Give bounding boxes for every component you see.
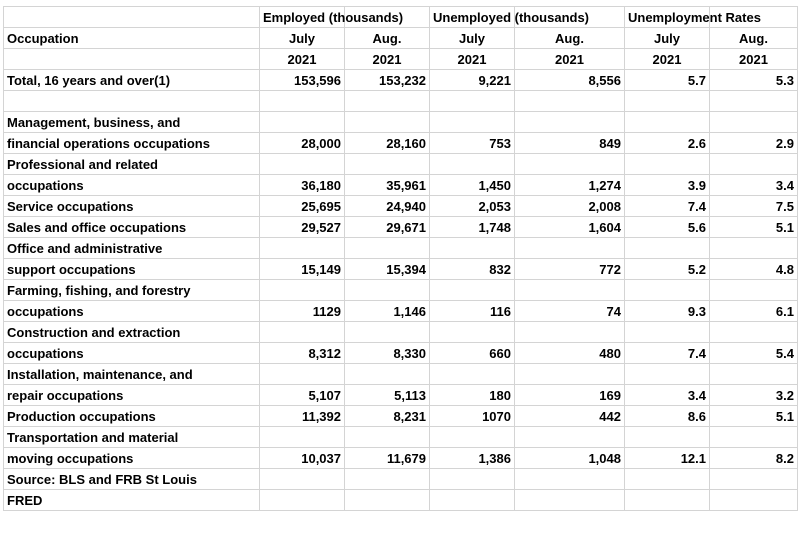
row-label[interactable]: repair occupations (4, 385, 260, 406)
table-cell[interactable]: 12.1 (625, 448, 710, 469)
table-row (4, 196, 798, 217)
empty-cell[interactable] (260, 322, 345, 343)
table-row (4, 301, 798, 322)
table-row (4, 427, 798, 448)
table-cell[interactable]: 169 (515, 385, 625, 406)
table-cell[interactable]: 2.6 (625, 133, 710, 154)
empty-cell[interactable] (260, 364, 345, 385)
table-cell[interactable]: 29,527 (260, 217, 345, 238)
table-cell[interactable]: 28,160 (345, 133, 430, 154)
empty-cell[interactable] (710, 490, 798, 511)
table-row (4, 385, 798, 406)
table-cell[interactable]: 3.9 (625, 175, 710, 196)
table-cell[interactable]: 36,180 (260, 175, 345, 196)
empty-cell[interactable] (345, 91, 430, 112)
table-body (4, 7, 798, 511)
table-cell[interactable]: 1129 (260, 301, 345, 322)
header-cell[interactable]: 2021 (430, 49, 515, 70)
table-row (4, 238, 798, 259)
table-cell[interactable]: 1070 (430, 406, 515, 427)
header-cell[interactable]: Aug. (345, 28, 430, 49)
header-cell[interactable]: July (430, 28, 515, 49)
table-cell[interactable]: 6.1 (710, 301, 798, 322)
table-cell[interactable]: 5.6 (625, 217, 710, 238)
empty-cell[interactable] (515, 322, 625, 343)
table-cell[interactable]: 4.8 (710, 259, 798, 280)
table-cell[interactable]: 3.4 (625, 385, 710, 406)
table-cell[interactable]: 35,961 (345, 175, 430, 196)
header-cell[interactable]: July (260, 28, 345, 49)
header-cell[interactable]: 2021 (515, 49, 625, 70)
table-row (4, 70, 798, 91)
table-row (4, 364, 798, 385)
table-cell[interactable]: 1,048 (515, 448, 625, 469)
table-cell[interactable]: 8.6 (625, 406, 710, 427)
table-cell[interactable]: 1,274 (515, 175, 625, 196)
row-label[interactable]: Sales and office occupations (4, 217, 260, 238)
empty-cell[interactable] (430, 238, 515, 259)
table-cell[interactable]: 1,450 (430, 175, 515, 196)
empty-cell[interactable] (260, 238, 345, 259)
row-label[interactable]: support occupations (4, 259, 260, 280)
empty-cell[interactable] (430, 154, 515, 175)
table-cell[interactable]: 9.3 (625, 301, 710, 322)
empty-cell[interactable] (515, 490, 625, 511)
header-cell[interactable]: 2021 (345, 49, 430, 70)
empty-cell[interactable] (345, 469, 430, 490)
row-label[interactable]: Construction and extraction (4, 322, 260, 343)
empty-cell[interactable] (430, 91, 515, 112)
table-cell[interactable]: 9,221 (430, 70, 515, 91)
empty-cell[interactable] (430, 469, 515, 490)
table-cell[interactable]: 442 (515, 406, 625, 427)
empty-cell[interactable] (710, 280, 798, 301)
header-cell[interactable]: Aug. (710, 28, 798, 49)
table-cell[interactable]: 11,679 (345, 448, 430, 469)
empty-cell[interactable] (625, 490, 710, 511)
header-cell[interactable]: 2021 (710, 49, 798, 70)
empty-cell[interactable] (260, 469, 345, 490)
empty-cell[interactable] (430, 280, 515, 301)
table-cell[interactable]: 5.1 (710, 217, 798, 238)
table-row (4, 322, 798, 343)
header-row (4, 7, 798, 28)
empty-cell[interactable] (625, 280, 710, 301)
table-cell[interactable]: 153,232 (345, 70, 430, 91)
table-cell[interactable]: 5,113 (345, 385, 430, 406)
row-label[interactable]: moving occupations (4, 448, 260, 469)
table-row (4, 154, 798, 175)
empty-cell[interactable] (345, 154, 430, 175)
table-row (4, 280, 798, 301)
table-cell[interactable]: 1,748 (430, 217, 515, 238)
table-cell[interactable]: 74 (515, 301, 625, 322)
table-cell[interactable]: 15,394 (345, 259, 430, 280)
spacer-row (4, 91, 798, 112)
row-label[interactable]: Management, business, and (4, 112, 260, 133)
table-cell[interactable]: 5.1 (710, 406, 798, 427)
empty-cell[interactable] (515, 154, 625, 175)
empty-cell[interactable] (625, 154, 710, 175)
header-cell[interactable]: July (625, 28, 710, 49)
row-label[interactable]: Office and administrative (4, 238, 260, 259)
table-cell[interactable]: 25,695 (260, 196, 345, 217)
table-cell[interactable]: 660 (430, 343, 515, 364)
row-label[interactable]: Total, 16 years and over(1) (4, 70, 260, 91)
table-cell[interactable]: 11,392 (260, 406, 345, 427)
table-cell[interactable]: 5.4 (710, 343, 798, 364)
empty-cell[interactable] (345, 280, 430, 301)
table-cell[interactable]: 8,231 (345, 406, 430, 427)
empty-cell[interactable] (345, 322, 430, 343)
table-row (4, 406, 798, 427)
empty-cell[interactable] (4, 91, 260, 112)
empty-cell[interactable] (710, 154, 798, 175)
table-cell[interactable]: 1,386 (430, 448, 515, 469)
table-cell[interactable]: 5.3 (710, 70, 798, 91)
empty-cell[interactable] (710, 112, 798, 133)
table-cell[interactable]: 2,008 (515, 196, 625, 217)
header-cell[interactable]: 2021 (260, 49, 345, 70)
empty-cell[interactable] (345, 490, 430, 511)
empty-cell[interactable] (345, 427, 430, 448)
table-row (4, 133, 798, 154)
table-row (4, 112, 798, 133)
table-cell[interactable]: 28,000 (260, 133, 345, 154)
table-cell[interactable]: 180 (430, 385, 515, 406)
empty-cell[interactable] (625, 364, 710, 385)
row-label[interactable]: occupations (4, 343, 260, 364)
table-cell[interactable]: 832 (430, 259, 515, 280)
table-cell[interactable]: 1,604 (515, 217, 625, 238)
empty-cell[interactable] (515, 364, 625, 385)
table-row (4, 448, 798, 469)
empty-cell[interactable] (710, 469, 798, 490)
table-cell[interactable]: 7.5 (710, 196, 798, 217)
table-cell[interactable]: 2,053 (430, 196, 515, 217)
header-cell[interactable]: Unemployment Rates (625, 7, 710, 28)
empty-cell[interactable] (260, 154, 345, 175)
table-cell[interactable]: 5.2 (625, 259, 710, 280)
source-note[interactable]: Source: BLS and FRB St Louis (4, 469, 260, 490)
empty-cell[interactable] (345, 112, 430, 133)
empty-cell[interactable] (515, 469, 625, 490)
empty-cell[interactable] (430, 427, 515, 448)
source-row (4, 490, 798, 511)
empty-cell[interactable] (515, 427, 625, 448)
empty-cell[interactable] (625, 469, 710, 490)
table-cell[interactable]: 1,146 (345, 301, 430, 322)
table-cell[interactable]: 849 (515, 133, 625, 154)
table-cell[interactable]: 116 (430, 301, 515, 322)
header-cell[interactable]: 2021 (625, 49, 710, 70)
empty-cell[interactable] (260, 91, 345, 112)
table-cell[interactable]: 480 (515, 343, 625, 364)
row-label[interactable]: Installation, maintenance, and (4, 364, 260, 385)
table-cell[interactable]: 8,330 (345, 343, 430, 364)
row-label[interactable]: Transportation and material (4, 427, 260, 448)
empty-cell[interactable] (515, 280, 625, 301)
row-label[interactable]: occupations (4, 301, 260, 322)
empty-cell[interactable] (625, 238, 710, 259)
table-cell[interactable]: 5,107 (260, 385, 345, 406)
empty-cell[interactable] (345, 238, 430, 259)
empty-cell[interactable] (430, 322, 515, 343)
table-cell[interactable]: 29,671 (345, 217, 430, 238)
table-cell[interactable]: 8,312 (260, 343, 345, 364)
table-cell[interactable]: 772 (515, 259, 625, 280)
table-row (4, 343, 798, 364)
empty-cell[interactable] (625, 427, 710, 448)
table-cell[interactable]: 7.4 (625, 343, 710, 364)
row-label[interactable]: Farming, fishing, and forestry (4, 280, 260, 301)
empty-cell[interactable] (260, 427, 345, 448)
header-row (4, 49, 798, 70)
empty-cell[interactable] (625, 322, 710, 343)
table-cell[interactable]: 2.9 (710, 133, 798, 154)
table-row (4, 175, 798, 196)
source-row (4, 469, 798, 490)
empty-cell[interactable] (625, 112, 710, 133)
empty-cell[interactable] (260, 112, 345, 133)
empty-cell[interactable] (710, 427, 798, 448)
table-cell[interactable]: 8,556 (515, 70, 625, 91)
table-row (4, 217, 798, 238)
table-cell[interactable]: 24,940 (345, 196, 430, 217)
header-cell[interactable] (4, 7, 260, 28)
row-label[interactable]: financial operations occupations (4, 133, 260, 154)
header-row (4, 28, 798, 49)
empty-cell[interactable] (515, 238, 625, 259)
empty-cell[interactable] (710, 322, 798, 343)
source-note[interactable]: FRED (4, 490, 260, 511)
table-cell[interactable]: 3.4 (710, 175, 798, 196)
row-label[interactable]: Service occupations (4, 196, 260, 217)
row-label[interactable]: Professional and related (4, 154, 260, 175)
row-label[interactable]: Production occupations (4, 406, 260, 427)
empty-cell[interactable] (515, 91, 625, 112)
empty-cell[interactable] (260, 490, 345, 511)
empty-cell[interactable] (430, 490, 515, 511)
empty-cell[interactable] (710, 364, 798, 385)
table-cell[interactable]: 7.4 (625, 196, 710, 217)
empty-cell[interactable] (430, 112, 515, 133)
header-cell[interactable]: Aug. (515, 28, 625, 49)
table-cell[interactable]: 153,596 (260, 70, 345, 91)
empty-cell[interactable] (345, 364, 430, 385)
table-cell[interactable]: 10,037 (260, 448, 345, 469)
table-cell[interactable]: 15,149 (260, 259, 345, 280)
table-cell[interactable]: 5.7 (625, 70, 710, 91)
table-row (4, 259, 798, 280)
empty-cell[interactable] (625, 91, 710, 112)
header-cell[interactable]: Employed (thousands) (260, 7, 345, 28)
row-label[interactable]: occupations (4, 175, 260, 196)
table-cell[interactable]: 8.2 (710, 448, 798, 469)
empty-cell[interactable] (710, 238, 798, 259)
table-cell[interactable]: 753 (430, 133, 515, 154)
table-cell[interactable]: 3.2 (710, 385, 798, 406)
header-cell[interactable]: Unemployed (thousands) (430, 7, 515, 28)
empty-cell[interactable] (260, 280, 345, 301)
occupation-unemployment-table (3, 6, 798, 511)
header-cell[interactable] (4, 49, 260, 70)
empty-cell[interactable] (710, 91, 798, 112)
empty-cell[interactable] (430, 364, 515, 385)
empty-cell[interactable] (515, 112, 625, 133)
header-cell[interactable]: Occupation (4, 28, 260, 49)
